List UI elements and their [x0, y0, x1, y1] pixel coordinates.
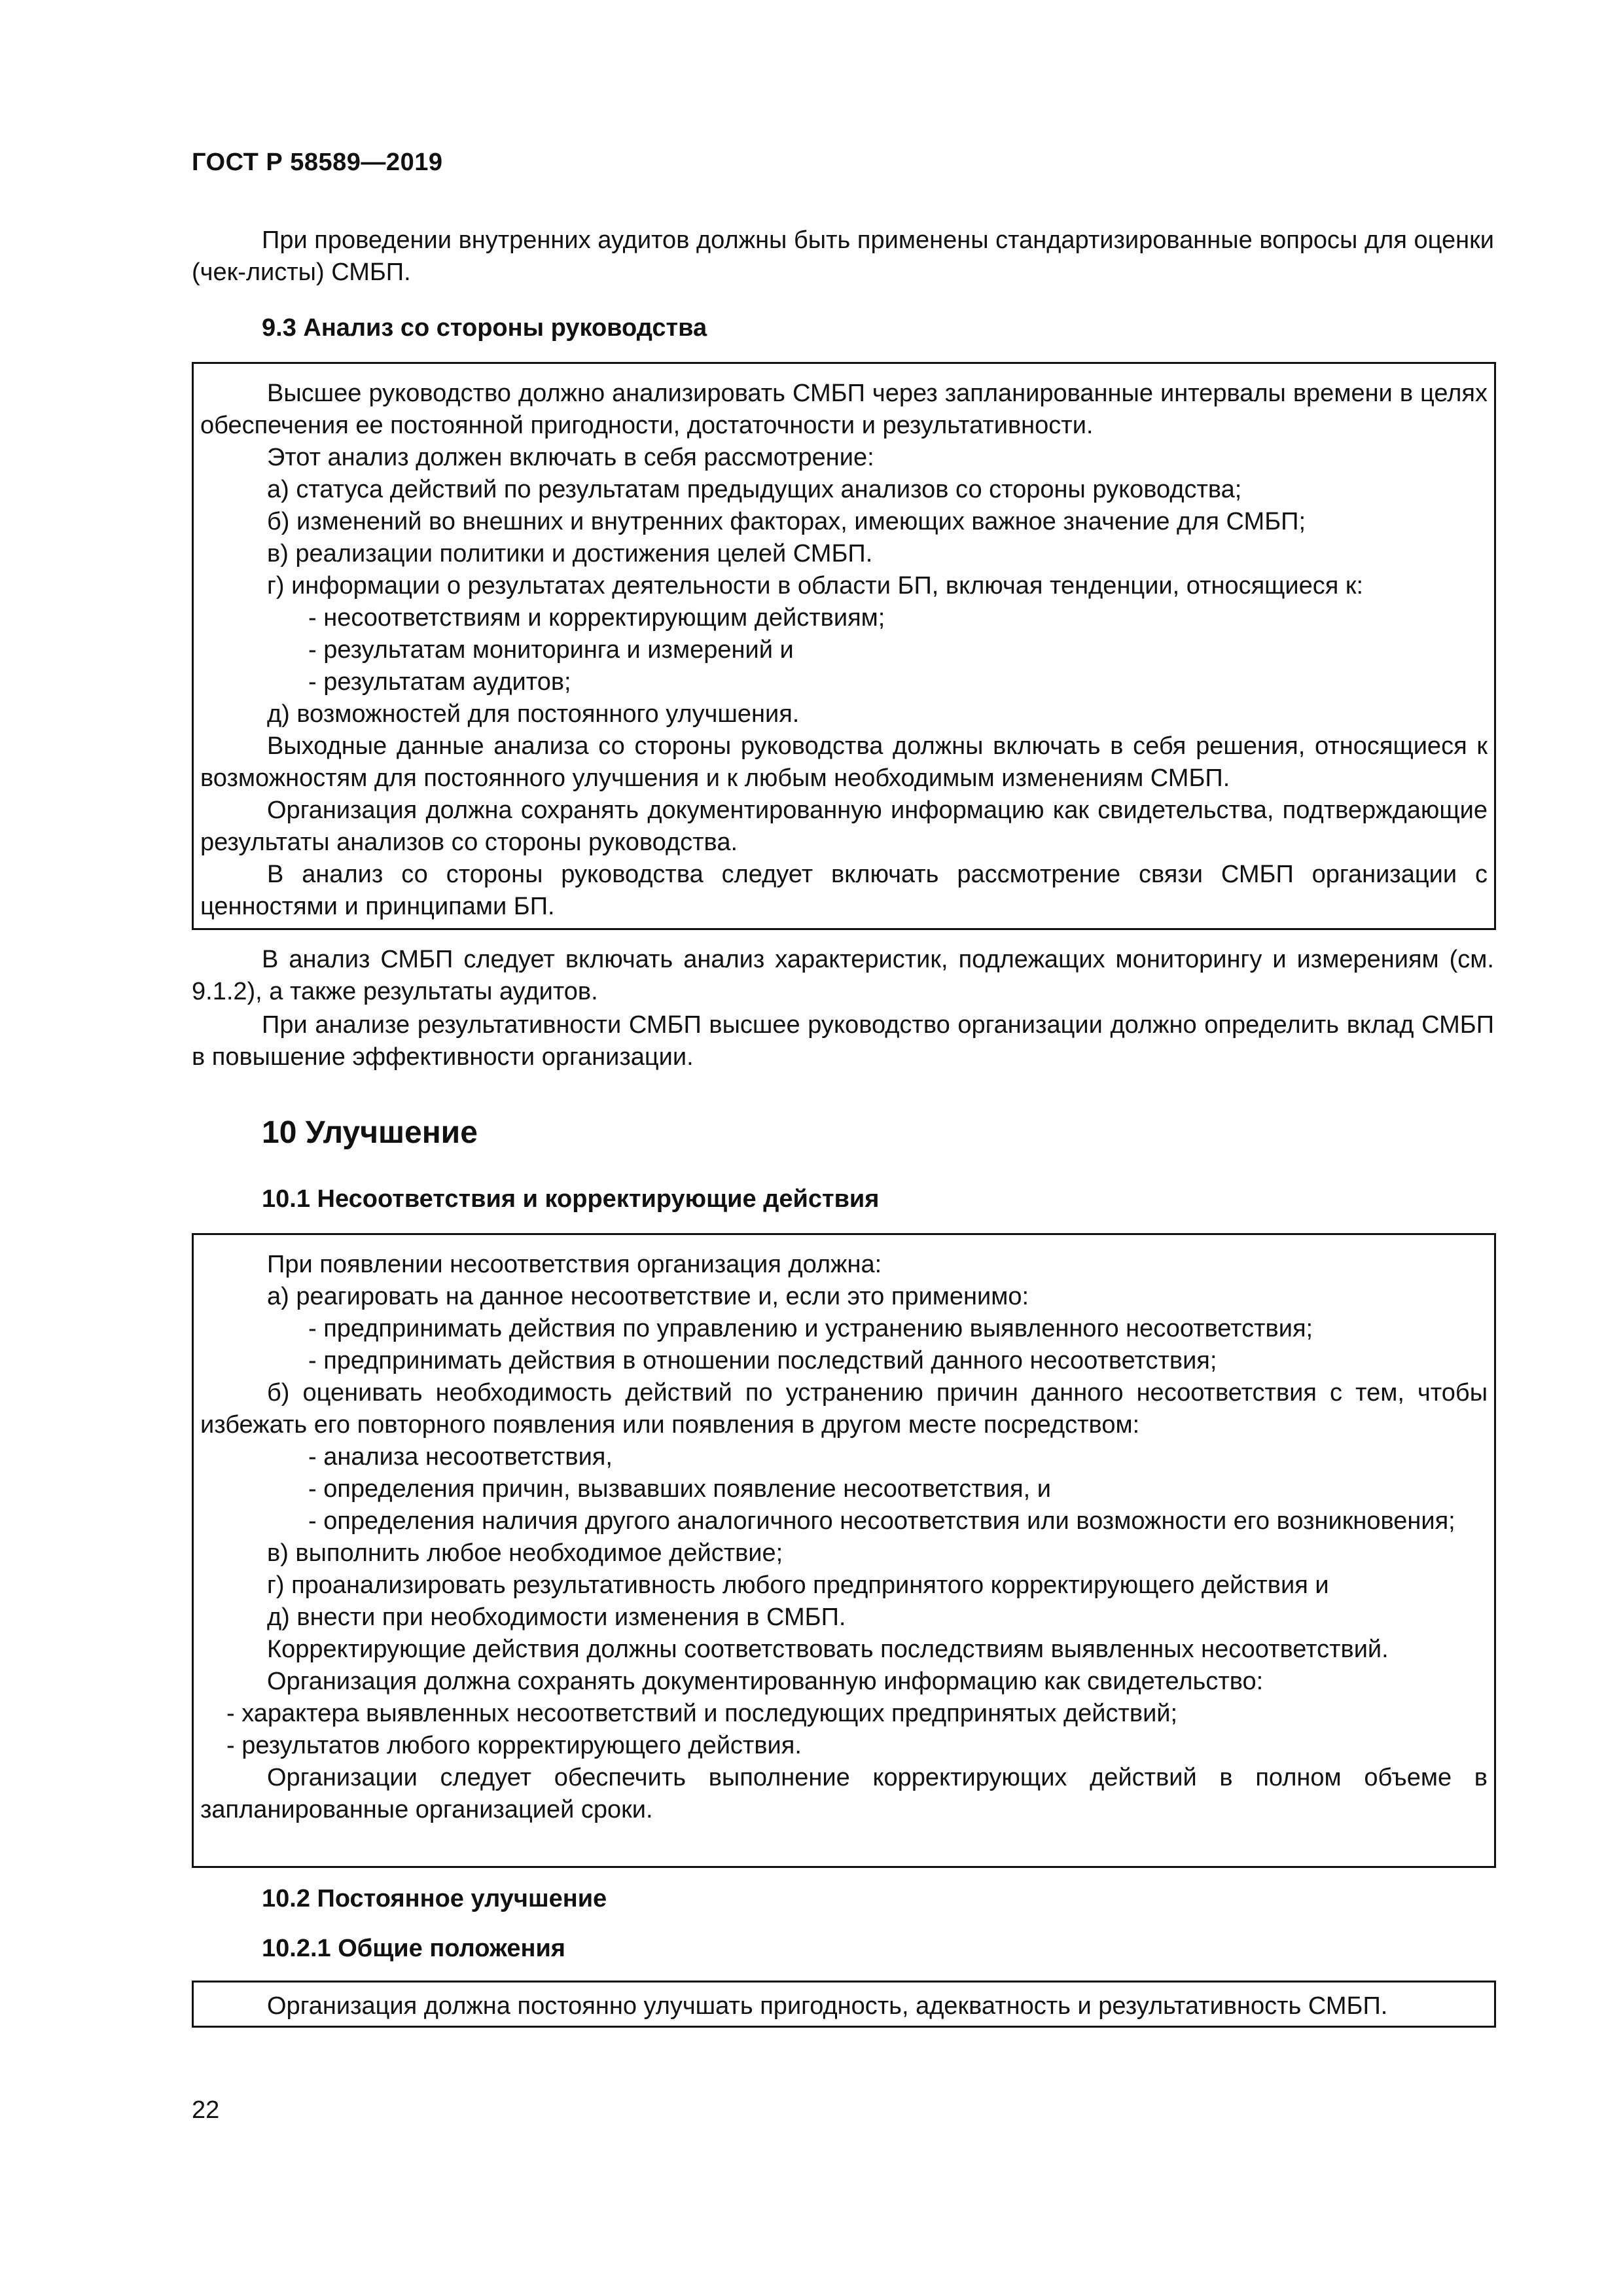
- box-9-3-p5: В анализ со стороны руководства следует включать рассмотрение связи СМБП организации с ценностями и принципами БП.: [200, 861, 1488, 920]
- box-9-3-item-g2: - результатам мониторинга и измерений и: [308, 636, 794, 664]
- section-9-3-heading: 9.3 Анализ со стороны руководства: [262, 314, 707, 342]
- box-10-1-item-b3: - определения наличия другого аналогичного несоответствия или возможности его возникновения;: [308, 1507, 1455, 1535]
- box-9-3-item-v: в) реализации политики и достижения целей СМБП.: [267, 540, 873, 567]
- box-9-3-item-b: б) изменений во внешних и внутренних факторах, имеющих важное значение для СМБП;: [267, 508, 1306, 535]
- document-header: ГОСТ Р 58589—2019: [192, 149, 443, 176]
- box-10-2-1-text: Организация должна постоянно улучшать пригодность, адекватность и результативность СМБП.: [267, 1992, 1388, 2020]
- box-10-1-item-b1: - анализа несоответствия,: [308, 1443, 613, 1471]
- section-10-1-box: [192, 1233, 1496, 1868]
- box-9-3-item-d: д) возможностей для постоянного улучшения.: [267, 700, 800, 728]
- box-10-1-p3b: - результатов любого корректирующего действия.: [226, 1732, 802, 1759]
- intro-paragraph: При проведении внутренних аудитов должны быть применены стандартизированные вопросы для оценки (чек-листы) СМБП.: [192, 226, 1494, 286]
- box-10-1-item-a2: - предпринимать действия в отношении последствий данного несоответствия;: [308, 1347, 1217, 1374]
- box-10-1-p4: Организации следует обеспечить выполнение корректирующих действий в полном объеме в запланированные организацией сроки.: [200, 1764, 1488, 1823]
- section-10-2-1-box: [192, 1981, 1496, 2028]
- box-10-1-item-b: б) оценивать необходимость действий по устранению причин данного несоответствия с тем, чтобы избежать его повторного появления или появления в другом месте посредством:: [200, 1379, 1488, 1439]
- box-10-1-item-a: а) реагировать на данное несоответствие и, если это применимо:: [267, 1283, 1029, 1310]
- paragraph-after-9-3-2: При анализе результативности СМБП высшее руководство организации должно определить вклад СМБП в повышение эффективности организации.: [192, 1011, 1494, 1071]
- box-9-3-item-g: г) информации о результатах деятельности в области БП, включая тенденции, относящиеся к:: [267, 572, 1364, 600]
- box-9-3-item-g3: - результатам аудитов;: [308, 668, 571, 696]
- box-10-1-p2: Корректирующие действия должны соответствовать последствиям выявленных несоответствий.: [267, 1636, 1389, 1663]
- box-10-1-item-a1: - предпринимать действия по управлению и устранению выявленного несоответствия;: [308, 1315, 1313, 1342]
- paragraph-after-9-3-1: В анализ СМБП следует включать анализ характеристик, подлежащих мониторингу и измерениям (см. 9.1.2), а также результаты аудитов.: [192, 946, 1494, 1005]
- box-9-3-item-g1: - несоответствиям и корректирующим действиям;: [308, 604, 885, 632]
- box-10-1-p1: При появлении несоответствия организация должна:: [267, 1251, 882, 1278]
- section-10-2-heading: 10.2 Постоянное улучшение: [262, 1885, 607, 1912]
- box-9-3-p2: Этот анализ должен включать в себя рассмотрение:: [267, 444, 874, 471]
- box-9-3-p1: Высшее руководство должно анализировать СМБП через запланированные интервалы времени в целях обеспечения ее постоянной пригодности, достаточности и результативности.: [200, 380, 1488, 439]
- box-10-1-p3a: - характера выявленных несоответствий и последующих предпринятых действий;: [226, 1700, 1178, 1727]
- box-10-1-item-b2: - определения причин, вызвавших появление несоответствия, и: [308, 1475, 1051, 1503]
- section-9-3-box: [192, 362, 1496, 930]
- section-10-heading: 10 Улучшение: [262, 1115, 478, 1150]
- section-10-1-heading: 10.1 Несоответствия и корректирующие действия: [262, 1185, 880, 1213]
- box-10-1-item-g: г) проанализировать результативность любого предпринятого корректирующего действия и: [267, 1571, 1329, 1599]
- box-9-3-p4: Организация должна сохранять документированную информацию как свидетельства, подтверждающие результаты анализов со стороны руководства.: [200, 797, 1488, 856]
- box-10-1-item-v: в) выполнить любое необходимое действие;: [267, 1539, 783, 1567]
- section-10-2-1-heading: 10.2.1 Общие положения: [262, 1935, 565, 1962]
- box-9-3-item-a: а) статуса действий по результатам предыдущих анализов со стороны руководства;: [267, 476, 1242, 503]
- box-10-1-p3: Организация должна сохранять документированную информацию как свидетельство:: [267, 1668, 1264, 1695]
- box-10-1-item-d: д) внести при необходимости изменения в СМБП.: [267, 1604, 846, 1631]
- box-9-3-p3: Выходные данные анализа со стороны руководства должны включать в себя решения, относящиеся к возможностям для постоянного улучшения и к любым необходимым изменениям СМБП.: [200, 732, 1488, 792]
- page-number: 22: [192, 2096, 220, 2124]
